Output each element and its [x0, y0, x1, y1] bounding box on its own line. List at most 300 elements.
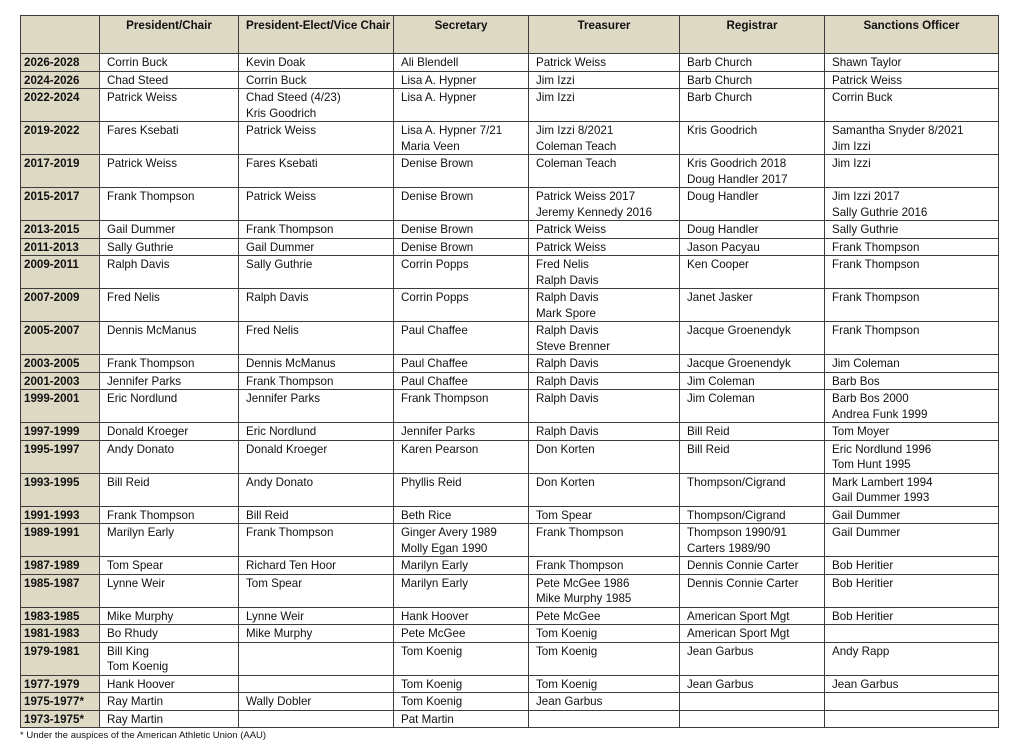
- officer-name: Patrick Weiss: [832, 73, 903, 87]
- officer-name: Mike Murphy: [107, 609, 174, 623]
- president-cell: [100, 256, 239, 289]
- term-cell: 1991-1993: [21, 506, 100, 524]
- sanctions-cell: [825, 524, 999, 557]
- officer-name: Jennifer Parks: [107, 374, 182, 388]
- table-row: [21, 155, 999, 188]
- sanctions-cell: [825, 473, 999, 506]
- officer-name: Frank Thompson: [536, 559, 624, 572]
- officer-name: Patrick Weiss: [536, 56, 607, 69]
- term-cell: 2024-2026: [21, 71, 100, 89]
- treasurer-cell: [529, 506, 680, 524]
- officer-name: Sally Guthrie: [832, 223, 899, 236]
- header-treasurer: [529, 16, 680, 54]
- officer-name: Barb Bos 2000: [832, 392, 909, 405]
- table-row: [21, 710, 999, 728]
- officer-name: Doug Handler: [687, 190, 759, 203]
- registrar-cell: [680, 238, 825, 256]
- president-cell: [100, 675, 239, 693]
- registrar-cell: [680, 221, 825, 239]
- officer-name: Coleman Teach: [536, 139, 617, 153]
- registrar-cell: [680, 557, 825, 575]
- treasurer-cell: [529, 89, 680, 122]
- secretary-cell: [394, 675, 529, 693]
- sanctions-cell: [825, 289, 999, 322]
- vice-cell: [239, 440, 394, 473]
- officer-name: Bill King: [107, 644, 149, 658]
- vice-cell: [239, 423, 394, 441]
- table-row: [21, 54, 999, 72]
- secretary-cell: [394, 557, 529, 575]
- term-cell: 1987-1989: [21, 557, 100, 575]
- vice-cell: [239, 238, 394, 256]
- treasurer-cell: [529, 221, 680, 239]
- treasurer-cell: [529, 355, 680, 373]
- officer-name: Kevin Doak: [246, 56, 306, 69]
- officer-name: Patrick Weiss: [246, 190, 317, 203]
- officer-name: Bob Heritier: [832, 559, 894, 572]
- officer-name: Patrick Weiss: [107, 91, 178, 104]
- officer-name: Ginger Avery 1989: [401, 526, 497, 539]
- officer-name: Jim Izzi: [832, 157, 871, 170]
- officer-name: Chad Steed: [107, 73, 169, 87]
- officer-name: Denise Brown: [401, 157, 474, 170]
- president-cell: [100, 574, 239, 607]
- officer-name: Mark Lambert 1994: [832, 475, 933, 489]
- registrar-cell: [680, 256, 825, 289]
- vice-cell: [239, 642, 394, 675]
- sanctions-cell: [825, 675, 999, 693]
- treasurer-cell: [529, 423, 680, 441]
- secretary-cell: [394, 423, 529, 441]
- officer-name: Thompson/Cigrand: [687, 475, 786, 489]
- table-row: [21, 440, 999, 473]
- treasurer-cell: [529, 289, 680, 322]
- registrar-cell: [680, 524, 825, 557]
- officer-name: Barb Church: [687, 56, 753, 69]
- officer-name: Sally Guthrie: [107, 240, 174, 254]
- officer-name: Jim Coleman: [687, 374, 755, 388]
- officer-name: Kris Goodrich: [246, 106, 317, 120]
- president-cell: [100, 710, 239, 728]
- officer-name: Gail Dummer: [107, 223, 176, 236]
- officer-name: Hank Hoover: [107, 677, 175, 691]
- table-row: [21, 89, 999, 122]
- registrar-cell: [680, 89, 825, 122]
- table-row: [21, 675, 999, 693]
- table-row: [21, 238, 999, 256]
- officer-name: Ralph Davis: [536, 374, 599, 388]
- officer-name: Jim Izzi: [536, 73, 575, 87]
- officer-name: Eric Nordlund: [107, 392, 178, 405]
- vice-cell: [239, 710, 394, 728]
- table-row: [21, 122, 999, 155]
- vice-cell: [239, 372, 394, 390]
- officer-name: Ralph Davis: [246, 291, 309, 304]
- treasurer-cell: [529, 440, 680, 473]
- sanctions-cell: [825, 423, 999, 441]
- officer-name: Fares Ksebati: [107, 124, 179, 137]
- officer-name: Bill Reid: [687, 442, 730, 456]
- officer-name: Don Korten: [536, 442, 595, 456]
- officer-name: Andy Rapp: [832, 644, 890, 658]
- vice-cell: [239, 693, 394, 711]
- officer-name: Sally Guthrie 2016: [832, 205, 928, 219]
- secretary-cell: [394, 607, 529, 625]
- header-sanctions-officer: [825, 16, 999, 54]
- officer-name: Jacque Groenendyk: [687, 357, 791, 370]
- officer-name: Jim Coleman: [832, 357, 900, 370]
- officer-name: Frank Thompson: [832, 291, 920, 304]
- officer-name: Kris Goodrich 2018: [687, 157, 787, 170]
- officer-name: Sally Guthrie: [246, 258, 313, 271]
- secretary-cell: [394, 372, 529, 390]
- term-cell: 1983-1985: [21, 607, 100, 625]
- officer-name: Dennis McManus: [107, 324, 197, 337]
- officer-name: Jim Coleman: [687, 392, 755, 405]
- officer-name: Patrick Weiss: [107, 157, 178, 170]
- officer-name: Corrin Popps: [401, 258, 469, 271]
- officer-name: Tom Moyer: [832, 425, 890, 438]
- officer-name: Corrin Buck: [107, 56, 168, 69]
- officer-name: Dennis McManus: [246, 357, 336, 370]
- officer-name: Bill Reid: [246, 508, 289, 522]
- officer-name: Ken Cooper: [687, 258, 749, 271]
- officer-name: Barb Church: [687, 73, 753, 87]
- vice-cell: [239, 54, 394, 72]
- sanctions-cell: [825, 642, 999, 675]
- officer-name: Paul Chaffee: [401, 324, 468, 337]
- secretary-cell: [394, 693, 529, 711]
- officer-name: Jacque Groenendyk: [687, 324, 791, 337]
- term-cell: 1977-1979: [21, 675, 100, 693]
- term-cell: 1989-1991: [21, 524, 100, 557]
- officer-name: Ralph Davis: [536, 357, 599, 370]
- term-cell: 2015-2017: [21, 188, 100, 221]
- officer-name: Frank Thompson: [246, 374, 334, 388]
- officer-name: Patrick Weiss: [246, 124, 317, 137]
- treasurer-cell: [529, 693, 680, 711]
- officer-name: Gail Dummer: [246, 240, 315, 254]
- president-cell: [100, 372, 239, 390]
- sanctions-cell: [825, 390, 999, 423]
- term-cell: 2026-2028: [21, 54, 100, 72]
- term-cell: 2003-2005: [21, 355, 100, 373]
- officer-name: Doug Handler 2017: [687, 172, 788, 186]
- officer-name: Frank Thompson: [107, 508, 195, 522]
- sanctions-cell: [825, 188, 999, 221]
- treasurer-cell: [529, 322, 680, 355]
- secretary-cell: [394, 54, 529, 72]
- officer-name: Tom Koenig: [536, 644, 598, 658]
- table-row: [21, 390, 999, 423]
- officer-name: Tom Koenig: [536, 677, 598, 691]
- table-body: [21, 54, 999, 728]
- officers-table-container: [20, 15, 998, 741]
- header-term: [21, 16, 100, 54]
- president-cell: [100, 440, 239, 473]
- vice-cell: [239, 89, 394, 122]
- officer-name: Carters 1989/90: [687, 541, 771, 555]
- officer-name: Bill Reid: [107, 475, 150, 489]
- sanctions-cell: [825, 54, 999, 72]
- secretary-cell: [394, 71, 529, 89]
- header-row: [21, 16, 999, 54]
- header-president: [100, 16, 239, 54]
- officer-name: Paul Chaffee: [401, 374, 468, 388]
- officer-name: Ralph Davis: [536, 273, 599, 287]
- officer-name: American Sport Mgt: [687, 609, 790, 623]
- officer-name: Beth Rice: [401, 508, 452, 522]
- term-cell: 2009-2011: [21, 256, 100, 289]
- president-cell: [100, 322, 239, 355]
- officer-name: Andy Donato: [107, 442, 175, 456]
- treasurer-cell: [529, 256, 680, 289]
- vice-cell: [239, 289, 394, 322]
- officer-name: Frank Thompson: [401, 392, 489, 405]
- term-cell: 1985-1987: [21, 574, 100, 607]
- officer-name: Frank Thompson: [107, 357, 195, 370]
- header-label: Sanctions Officer: [863, 19, 960, 32]
- officer-name: Ralph Davis: [107, 258, 170, 271]
- officer-name: Eric Nordlund: [246, 425, 317, 438]
- registrar-cell: [680, 506, 825, 524]
- officer-name: Jean Garbus: [832, 677, 899, 691]
- officer-name: Denise Brown: [401, 240, 474, 254]
- president-cell: [100, 89, 239, 122]
- treasurer-cell: [529, 473, 680, 506]
- registrar-cell: [680, 355, 825, 373]
- president-cell: [100, 188, 239, 221]
- president-cell: [100, 625, 239, 643]
- registrar-cell: [680, 473, 825, 506]
- header-label: Registrar: [726, 19, 778, 32]
- officer-name: Wally Dobler: [246, 695, 312, 708]
- officer-name: Tom Koenig: [401, 644, 463, 658]
- officer-name: Fares Ksebati: [246, 157, 318, 170]
- vice-cell: [239, 322, 394, 355]
- treasurer-cell: [529, 155, 680, 188]
- header-secretary: [394, 16, 529, 54]
- officer-name: Janet Jasker: [687, 291, 753, 304]
- officer-name: Tom Koenig: [401, 695, 463, 708]
- vice-cell: [239, 71, 394, 89]
- vice-cell: [239, 256, 394, 289]
- sanctions-cell: [825, 322, 999, 355]
- table-row: [21, 423, 999, 441]
- header-label: President-Elect/: [246, 19, 334, 32]
- term-cell: 2001-2003: [21, 372, 100, 390]
- header-label: President/Chair: [126, 19, 212, 32]
- term-cell: 2011-2013: [21, 238, 100, 256]
- table-row: [21, 355, 999, 373]
- secretary-cell: [394, 122, 529, 155]
- sanctions-cell: [825, 355, 999, 373]
- officer-name: Mike Murphy: [246, 627, 313, 640]
- officer-name: Lynne Weir: [107, 576, 165, 590]
- secretary-cell: [394, 574, 529, 607]
- term-cell: 1979-1981: [21, 642, 100, 675]
- table-row: [21, 625, 999, 643]
- table-row: [21, 693, 999, 711]
- officer-name: Frank Thompson: [246, 223, 334, 236]
- registrar-cell: [680, 675, 825, 693]
- officer-name: Marilyn Early: [107, 526, 174, 539]
- president-cell: [100, 122, 239, 155]
- officer-name: Mark Spore: [536, 306, 596, 320]
- officer-name: Tom Koenig: [107, 660, 169, 673]
- officer-name: Ray Martin: [107, 695, 164, 708]
- treasurer-cell: [529, 372, 680, 390]
- officer-name: Shawn Taylor: [832, 56, 902, 69]
- term-cell: 1981-1983: [21, 625, 100, 643]
- term-cell: 2019-2022: [21, 122, 100, 155]
- secretary-cell: [394, 289, 529, 322]
- header-label: Treasurer: [577, 19, 631, 32]
- vice-cell: [239, 506, 394, 524]
- secretary-cell: [394, 188, 529, 221]
- officer-name: Gail Dummer: [832, 508, 901, 522]
- officer-name: Lisa A. Hypner 7/21: [401, 124, 503, 137]
- table-row: [21, 557, 999, 575]
- officer-name: Jean Garbus: [687, 644, 754, 658]
- secretary-cell: [394, 89, 529, 122]
- header-registrar: [680, 16, 825, 54]
- treasurer-cell: [529, 574, 680, 607]
- treasurer-cell: [529, 625, 680, 643]
- sanctions-cell: [825, 122, 999, 155]
- officer-name: Kris Goodrich: [687, 124, 758, 137]
- secretary-cell: [394, 322, 529, 355]
- officer-name: Frank Thompson: [536, 526, 624, 539]
- officer-name: Phyllis Reid: [401, 475, 462, 489]
- officer-name: Patrick Weiss: [536, 223, 607, 236]
- vice-cell: [239, 155, 394, 188]
- table-row: [21, 473, 999, 506]
- term-cell: 2017-2019: [21, 155, 100, 188]
- officer-name: Jason Pacyau: [687, 240, 760, 254]
- secretary-cell: [394, 256, 529, 289]
- table-row: [21, 188, 999, 221]
- president-cell: [100, 71, 239, 89]
- officer-name: Samantha Snyder 8/2021: [832, 124, 964, 137]
- officer-name: Ralph Davis: [536, 291, 599, 304]
- officer-name: Dennis Connie Carter: [687, 559, 799, 572]
- registrar-cell: [680, 423, 825, 441]
- table-row: [21, 289, 999, 322]
- secretary-cell: [394, 221, 529, 239]
- footnote: * Under the auspices of the American Athletic Union (AAU): [20, 730, 267, 741]
- secretary-cell: [394, 524, 529, 557]
- officer-name: Jim Izzi: [536, 91, 575, 104]
- treasurer-cell: [529, 557, 680, 575]
- officer-name: Karen Pearson: [401, 442, 479, 456]
- officer-name: Jennifer Parks: [401, 425, 476, 438]
- sanctions-cell: [825, 574, 999, 607]
- registrar-cell: [680, 54, 825, 72]
- treasurer-cell: [529, 710, 680, 728]
- secretary-cell: [394, 625, 529, 643]
- president-cell: [100, 390, 239, 423]
- treasurer-cell: [529, 54, 680, 72]
- officer-name: Don Korten: [536, 475, 595, 489]
- officer-name: Lisa A. Hypner: [401, 91, 477, 104]
- officer-name: Jim Izzi: [832, 139, 871, 153]
- officer-name: Richard Ten Hoor: [246, 559, 337, 572]
- term-cell: 1997-1999: [21, 423, 100, 441]
- treasurer-cell: [529, 238, 680, 256]
- secretary-cell: [394, 642, 529, 675]
- sanctions-cell: [825, 625, 999, 643]
- officer-name: Molly Egan 1990: [401, 541, 488, 555]
- vice-cell: [239, 355, 394, 373]
- table-row: [21, 607, 999, 625]
- table-row: [21, 322, 999, 355]
- header-vice-chair: [239, 16, 394, 54]
- treasurer-cell: [529, 675, 680, 693]
- treasurer-cell: [529, 71, 680, 89]
- president-cell: [100, 506, 239, 524]
- officer-name: Barb Bos: [832, 374, 880, 388]
- officer-name: Pete McGee 1986: [536, 576, 630, 590]
- officer-name: Pete McGee: [401, 627, 466, 640]
- registrar-cell: [680, 625, 825, 643]
- officer-name: Bo Rhudy: [107, 627, 158, 640]
- sanctions-cell: [825, 440, 999, 473]
- secretary-cell: [394, 238, 529, 256]
- officer-name: Fred Nelis: [536, 258, 589, 271]
- president-cell: [100, 607, 239, 625]
- sanctions-cell: [825, 221, 999, 239]
- officer-name: Corrin Buck: [832, 91, 893, 104]
- secretary-cell: [394, 355, 529, 373]
- officer-name: American Sport Mgt: [687, 627, 790, 640]
- officer-name: Pat Martin: [401, 712, 454, 726]
- table-row: [21, 372, 999, 390]
- officer-name: Frank Thompson: [107, 190, 195, 203]
- president-cell: [100, 524, 239, 557]
- officer-name: Fred Nelis: [107, 291, 160, 304]
- term-cell: 2013-2015: [21, 221, 100, 239]
- president-cell: [100, 155, 239, 188]
- president-cell: [100, 238, 239, 256]
- officer-name: Chad Steed (4/23): [246, 91, 341, 104]
- officer-name: Paul Chaffee: [401, 357, 468, 370]
- officer-name: Jennifer Parks: [246, 392, 321, 405]
- registrar-cell: [680, 693, 825, 711]
- vice-cell: [239, 625, 394, 643]
- table-row: [21, 524, 999, 557]
- officer-name: Lynne Weir: [246, 609, 304, 623]
- officer-name: Patrick Weiss: [536, 240, 607, 254]
- registrar-cell: [680, 372, 825, 390]
- officer-name: Dennis Connie Carter: [687, 576, 799, 590]
- treasurer-cell: [529, 122, 680, 155]
- officer-name: Hank Hoover: [401, 609, 469, 623]
- officer-name: Thompson/Cigrand: [687, 508, 786, 522]
- term-cell: 1975-1977*: [21, 693, 100, 711]
- registrar-cell: [680, 289, 825, 322]
- officer-name: Tom Spear: [246, 576, 303, 590]
- vice-cell: [239, 574, 394, 607]
- secretary-cell: [394, 390, 529, 423]
- sanctions-cell: [825, 557, 999, 575]
- term-cell: 1995-1997: [21, 440, 100, 473]
- registrar-cell: [680, 155, 825, 188]
- officer-name: Bill Reid: [687, 425, 730, 438]
- officer-name: Patrick Weiss 2017: [536, 190, 636, 203]
- officer-name: Denise Brown: [401, 223, 474, 236]
- officer-name: Mike Murphy 1985: [536, 592, 632, 605]
